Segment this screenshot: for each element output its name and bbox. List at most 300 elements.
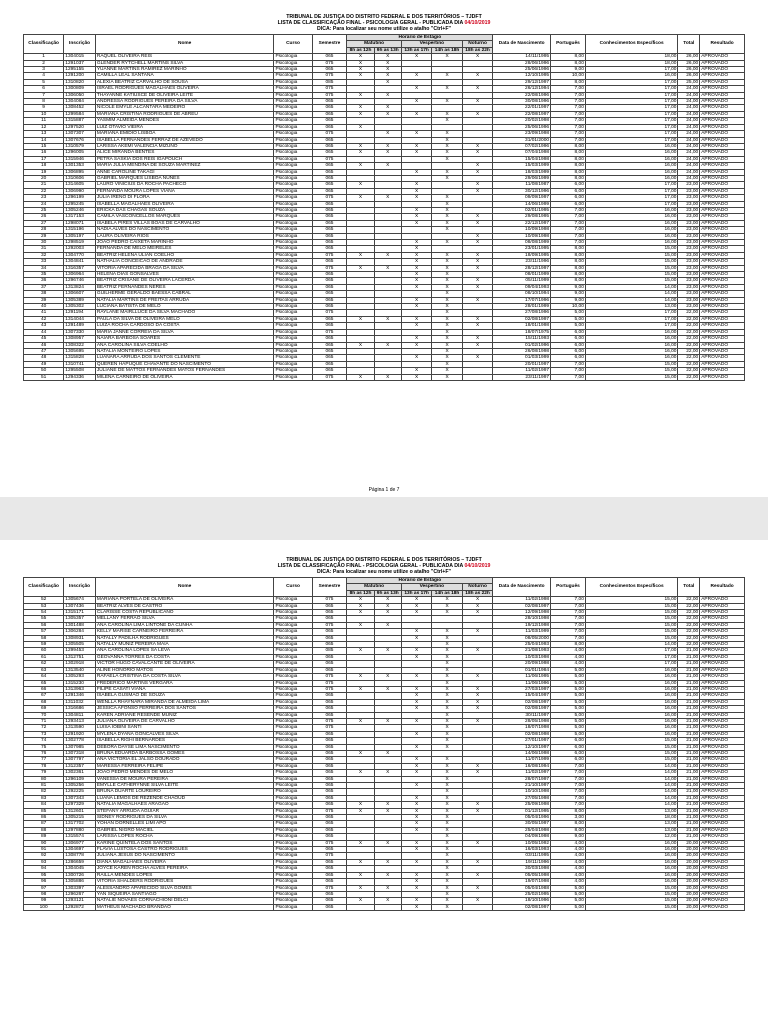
cell-conhecimentos: 15,00 bbox=[585, 885, 678, 891]
cell-slot-3: X bbox=[401, 169, 431, 175]
cell-nome: MARIANA CRISTINA RODRIGUES DE ABREU bbox=[95, 111, 274, 117]
cell-slot-1: X bbox=[347, 374, 374, 380]
cell-slot-4: X bbox=[432, 603, 462, 609]
cell-total: 22,00 bbox=[678, 361, 700, 367]
cell-nome: CLARISSE COSTA REPUBLICANO bbox=[95, 610, 274, 616]
cell-slot-4: X bbox=[432, 879, 462, 885]
cell-slot-4: X bbox=[432, 674, 462, 680]
cell-nascimento: 15/04/1998 bbox=[493, 156, 551, 162]
cell-slot-1: X bbox=[347, 885, 374, 891]
header-tip: DICA: Para localizar seu nome utilize o atalho "Ctrl+F" bbox=[317, 569, 451, 575]
cell-total: 21,00 bbox=[678, 783, 700, 789]
cell-nome: MATHEUS MACHADO BRANDAO bbox=[95, 904, 274, 910]
cell-total: 24,00 bbox=[678, 111, 700, 117]
cell-conhecimentos: 17,00 bbox=[585, 201, 678, 207]
cell-nascimento: 20/01/1997 bbox=[493, 361, 551, 367]
cell-total: 23,00 bbox=[678, 188, 700, 194]
cell-semestre: 075 bbox=[312, 60, 347, 66]
cell-slot-4: X bbox=[432, 802, 462, 808]
cell-slot-3: X bbox=[401, 355, 431, 361]
classification-table bbox=[23, 34, 745, 381]
col-horario: Horário de Estágio bbox=[347, 578, 493, 584]
cell-portugues: 4,00 bbox=[551, 840, 586, 846]
cell-nascimento: 19/07/1998 bbox=[493, 879, 551, 885]
page-gap bbox=[0, 497, 768, 540]
cell-nascimento: 16/03/1993 bbox=[493, 847, 551, 853]
cell-inscricao: 1304045 bbox=[64, 866, 96, 872]
cell-slot-3: X bbox=[401, 131, 431, 137]
cell-classificacao: 25 bbox=[24, 207, 64, 213]
cell-portugues: 5,00 bbox=[551, 712, 586, 718]
cell-nome: BRUNA EDUARDA BARBOSSA GOMES bbox=[95, 750, 274, 756]
cell-conhecimentos: 17,00 bbox=[585, 195, 678, 201]
cell-portugues: 9,00 bbox=[551, 834, 586, 840]
cell-semestre: 065 bbox=[312, 137, 347, 143]
cell-curso: Psicologia bbox=[274, 802, 312, 808]
cell-slot-4: X bbox=[432, 278, 462, 284]
table-header bbox=[24, 578, 745, 597]
cell-slot-3: X bbox=[401, 674, 431, 680]
cell-curso: Psicologia bbox=[274, 297, 312, 303]
cell-curso: Psicologia bbox=[274, 827, 312, 833]
cell-semestre: 065 bbox=[312, 712, 347, 718]
cell-slot-4: X bbox=[432, 175, 462, 181]
cell-nascimento: 29/08/1995 bbox=[493, 214, 551, 220]
cell-slot-4: X bbox=[432, 712, 462, 718]
cell-portugues: 8,00 bbox=[551, 175, 586, 181]
cell-nome: GABRIEL NIGRO MACIEL bbox=[95, 827, 274, 833]
cell-conhecimentos: 15,00 bbox=[585, 246, 678, 252]
cell-classificacao: 68 bbox=[24, 699, 64, 705]
cell-slot-2: X bbox=[374, 92, 401, 98]
cell-nascimento: 09/09/1997 bbox=[493, 195, 551, 201]
col-slot-2: 9h as 13h bbox=[374, 590, 401, 596]
cell-total: 22,00 bbox=[678, 603, 700, 609]
cell-nascimento: 02/08/1997 bbox=[493, 603, 551, 609]
cell-conhecimentos: 15,00 bbox=[585, 265, 678, 271]
cell-conhecimentos: 17,00 bbox=[585, 105, 678, 111]
cell-inscricao: 1306977 bbox=[64, 840, 96, 846]
cell-portugues: 7,00 bbox=[551, 622, 586, 628]
cell-inscricao: 1305674 bbox=[64, 597, 96, 603]
cell-classificacao: 77 bbox=[24, 757, 64, 763]
cell-resultado: APROVADO bbox=[700, 252, 745, 258]
cell-total: 23,00 bbox=[678, 227, 700, 233]
cell-total: 24,00 bbox=[678, 131, 700, 137]
cell-classificacao: 98 bbox=[24, 891, 64, 897]
cell-resultado: APROVADO bbox=[700, 891, 745, 897]
cell-slot-5: X bbox=[462, 240, 493, 246]
cell-semestre: 075 bbox=[312, 92, 347, 98]
cell-resultado: APROVADO bbox=[700, 815, 745, 821]
cell-resultado: APROVADO bbox=[700, 693, 745, 699]
cell-resultado: APROVADO bbox=[700, 686, 745, 692]
cell-slot-3: X bbox=[401, 220, 431, 226]
cell-conhecimentos: 16,00 bbox=[585, 336, 678, 342]
cell-resultado: APROVADO bbox=[700, 54, 745, 60]
cell-resultado: APROVADO bbox=[700, 763, 745, 769]
cell-slot-4: X bbox=[432, 667, 462, 673]
cell-nome: GLENDER RYTCHELL MARTINS SILVA bbox=[95, 60, 274, 66]
cell-inscricao: 1307797 bbox=[64, 757, 96, 763]
cell-semestre: 065 bbox=[312, 342, 347, 348]
cell-inscricao: 1306990 bbox=[64, 188, 96, 194]
cell-semestre: 065 bbox=[312, 891, 347, 897]
cell-slot-2: X bbox=[374, 150, 401, 156]
cell-conhecimentos: 17,00 bbox=[585, 92, 678, 98]
cell-portugues: 5,00 bbox=[551, 706, 586, 712]
cell-conhecimentos: 17,00 bbox=[585, 67, 678, 73]
cell-semestre: 065 bbox=[312, 233, 347, 239]
cell-inscricao: 1295155 bbox=[64, 67, 96, 73]
cell-classificacao: 30 bbox=[24, 240, 64, 246]
cell-nascimento: 29/12/1997 bbox=[493, 79, 551, 85]
cell-nascimento: 02/08/1997 bbox=[493, 316, 551, 322]
cell-resultado: APROVADO bbox=[700, 291, 745, 297]
cell-portugues: 9,00 bbox=[551, 297, 586, 303]
cell-semestre: 085 bbox=[312, 648, 347, 654]
cell-curso: Psicologia bbox=[274, 763, 312, 769]
cell-nome: YUANNE MARTINS RAMIREZ MARINHO bbox=[95, 67, 274, 73]
cell-conhecimentos: 15,00 bbox=[585, 898, 678, 904]
col-matutino: Matutino bbox=[347, 584, 401, 590]
cell-portugues: 7,00 bbox=[551, 124, 586, 130]
cell-resultado: APROVADO bbox=[700, 118, 745, 124]
cell-curso: Psicologia bbox=[274, 291, 312, 297]
cell-slot-3: X bbox=[401, 597, 431, 603]
cell-portugues: 7,00 bbox=[551, 227, 586, 233]
cell-semestre: 065 bbox=[312, 879, 347, 885]
cell-nome: LUIZA ROCHA CARDOSO DA COSTA bbox=[95, 323, 274, 329]
cell-inscricao: 1300809 bbox=[64, 86, 96, 92]
cell-resultado: APROVADO bbox=[700, 284, 745, 290]
cell-portugues: 4,00 bbox=[551, 654, 586, 660]
cell-nascimento: 05/04/1996 bbox=[493, 815, 551, 821]
cell-total: 22,00 bbox=[678, 629, 700, 635]
cell-slot-3: X bbox=[401, 757, 431, 763]
cell-inscricao: 1312357 bbox=[64, 763, 96, 769]
cell-slot-4: X bbox=[432, 898, 462, 904]
cell-semestre: 065 bbox=[312, 904, 347, 910]
cell-inscricao: 1296746 bbox=[64, 278, 96, 284]
col-noturno: Noturno bbox=[462, 41, 493, 47]
cell-nome: YASMIM ALMEIDA MENDES bbox=[95, 118, 274, 124]
cell-nome: ALEXIA BEATRIZ CARVALHO DE SOUSA bbox=[95, 79, 274, 85]
cell-conhecimentos: 16,00 bbox=[585, 853, 678, 859]
cell-portugues: 7,00 bbox=[551, 207, 586, 213]
cell-total: 22,00 bbox=[678, 616, 700, 622]
cell-resultado: APROVADO bbox=[700, 629, 745, 635]
cell-conhecimentos: 16,00 bbox=[585, 150, 678, 156]
cell-curso: Psicologia bbox=[274, 834, 312, 840]
cell-classificacao: 57 bbox=[24, 629, 64, 635]
cell-nome: LAURA OLIVEIRA RIOS bbox=[95, 233, 274, 239]
cell-portugues: 7,00 bbox=[551, 233, 586, 239]
cell-nascimento: 05/05/1998 bbox=[493, 872, 551, 878]
cell-total: 22,00 bbox=[678, 336, 700, 342]
cell-classificacao: 47 bbox=[24, 348, 64, 354]
cell-classificacao: 51 bbox=[24, 374, 64, 380]
cell-curso: Psicologia bbox=[274, 355, 312, 361]
table-body bbox=[24, 54, 745, 381]
cell-nascimento: 25/04/1993 bbox=[493, 642, 551, 648]
cell-nascimento: 11/06/1996 bbox=[493, 680, 551, 686]
cell-conhecimentos: 17,00 bbox=[585, 131, 678, 137]
cell-total: 22,00 bbox=[678, 610, 700, 616]
cell-curso: Psicologia bbox=[274, 310, 312, 316]
cell-resultado: APROVADO bbox=[700, 316, 745, 322]
cell-slot-3: X bbox=[401, 246, 431, 252]
cell-conhecimentos: 13,00 bbox=[585, 304, 678, 310]
cell-slot-5: X bbox=[462, 54, 493, 60]
cell-nome: NATALIA MAGALHAES ARAGAO bbox=[95, 802, 274, 808]
cell-classificacao: 72 bbox=[24, 725, 64, 731]
cell-classificacao: 93 bbox=[24, 859, 64, 865]
cell-slot-4: X bbox=[432, 770, 462, 776]
cell-semestre: 065 bbox=[312, 336, 347, 342]
cell-classificacao: 33 bbox=[24, 259, 64, 265]
cell-nascimento: 30/08/1996 bbox=[493, 99, 551, 105]
cell-total: 23,00 bbox=[678, 214, 700, 220]
cell-resultado: APROVADO bbox=[700, 79, 745, 85]
cell-portugues: 7,00 bbox=[551, 111, 586, 117]
cell-inscricao: 1307985 bbox=[64, 744, 96, 750]
cell-classificacao: 92 bbox=[24, 853, 64, 859]
cell-slot-3: X bbox=[401, 763, 431, 769]
cell-slot-3: X bbox=[401, 182, 431, 188]
cell-inscricao: 1313590 bbox=[64, 725, 96, 731]
cell-total: 22,00 bbox=[678, 355, 700, 361]
cell-slot-5 bbox=[462, 904, 493, 910]
cell-curso: Psicologia bbox=[274, 629, 312, 635]
cell-classificacao: 20 bbox=[24, 175, 64, 181]
cell-slot-5: X bbox=[462, 808, 493, 814]
cell-resultado: APROVADO bbox=[700, 361, 745, 367]
cell-nascimento: 28/07/1997 bbox=[493, 776, 551, 782]
cell-total: 20,00 bbox=[678, 866, 700, 872]
cell-total: 20,00 bbox=[678, 859, 700, 865]
cell-slot-1: X bbox=[347, 718, 374, 724]
cell-conhecimentos: 16,00 bbox=[585, 156, 678, 162]
cell-slot-4: X bbox=[432, 795, 462, 801]
cell-nome: FREDERICO MARTINS VERGARA bbox=[95, 680, 274, 686]
cell-nascimento: 28/05/1998 bbox=[493, 718, 551, 724]
cell-resultado: APROVADO bbox=[700, 329, 745, 335]
cell-semestre: 065 bbox=[312, 661, 347, 667]
cell-slot-4: X bbox=[432, 610, 462, 616]
cell-total: 21,00 bbox=[678, 770, 700, 776]
cell-portugues: 4,00 bbox=[551, 847, 586, 853]
cell-slot-2: X bbox=[374, 840, 401, 846]
cell-slot-1: X bbox=[347, 750, 374, 756]
cell-total: 21,00 bbox=[678, 815, 700, 821]
cell-inscricao: 1302778 bbox=[64, 738, 96, 744]
cell-conhecimentos: 17,00 bbox=[585, 124, 678, 130]
cell-semestre: 065 bbox=[312, 111, 347, 117]
cell-conhecimentos: 14,00 bbox=[585, 763, 678, 769]
cell-portugues: 7,00 bbox=[551, 789, 586, 795]
cell-semestre: 065 bbox=[312, 175, 347, 181]
cell-curso: Psicologia bbox=[274, 233, 312, 239]
cell-nome: FLAVIA LUSTOSA CASTRO RODRIGUES bbox=[95, 847, 274, 853]
cell-inscricao: 1313963 bbox=[64, 686, 96, 692]
cell-slot-1: X bbox=[347, 802, 374, 808]
cell-curso: Psicologia bbox=[274, 118, 312, 124]
cell-semestre: 075 bbox=[312, 725, 347, 731]
cell-resultado: APROVADO bbox=[700, 214, 745, 220]
cell-curso: Psicologia bbox=[274, 853, 312, 859]
cell-curso: Psicologia bbox=[274, 610, 312, 616]
cell-nome: CAMILLA LEAL SANTANA bbox=[95, 73, 274, 79]
cell-resultado: APROVADO bbox=[700, 374, 745, 380]
cell-semestre: 065 bbox=[312, 259, 347, 265]
cell-curso: Psicologia bbox=[274, 725, 312, 731]
cell-slot-2: X bbox=[374, 60, 401, 66]
cell-resultado: APROVADO bbox=[700, 233, 745, 239]
cell-nome: VITORIA APARECIDA BRAGA DA SILVA bbox=[95, 265, 274, 271]
cell-classificacao: 8 bbox=[24, 99, 64, 105]
cell-nome: GEOVANNA TORRES DA COSTA bbox=[95, 654, 274, 660]
cell-slot-4: X bbox=[432, 361, 462, 367]
cell-slot-2: X bbox=[374, 111, 401, 117]
cell-slot-4: X bbox=[432, 866, 462, 872]
cell-nome: YOHAN DORNELLES LIMI APO bbox=[95, 821, 274, 827]
cell-inscricao: 1307436 bbox=[64, 603, 96, 609]
cell-classificacao: 41 bbox=[24, 310, 64, 316]
cell-curso: Psicologia bbox=[274, 227, 312, 233]
cell-slot-4: X bbox=[432, 859, 462, 865]
cell-total: 23,00 bbox=[678, 252, 700, 258]
cell-total: 22,00 bbox=[678, 329, 700, 335]
cell-classificacao: 79 bbox=[24, 770, 64, 776]
cell-curso: Psicologia bbox=[274, 904, 312, 910]
cell-nascimento: 30/11/1997 bbox=[493, 712, 551, 718]
cell-nascimento: 21/08/1993 bbox=[493, 648, 551, 654]
cell-semestre: 065 bbox=[312, 795, 347, 801]
cell-curso: Psicologia bbox=[274, 891, 312, 897]
cell-inscricao: 1292003 bbox=[64, 246, 96, 252]
cell-slot-1: X bbox=[347, 67, 374, 73]
cell-nascimento: 25/04/1998 bbox=[493, 827, 551, 833]
cell-slot-1: X bbox=[347, 872, 374, 878]
cell-portugues: 6,00 bbox=[551, 329, 586, 335]
cell-portugues: 8,00 bbox=[551, 169, 586, 175]
cell-curso: Psicologia bbox=[274, 60, 312, 66]
cell-slot-5: X bbox=[462, 693, 493, 699]
cell-classificacao: 75 bbox=[24, 744, 64, 750]
cell-slot-2: X bbox=[374, 265, 401, 271]
col-inscricao: Inscrição bbox=[64, 578, 96, 597]
cell-slot-4: X bbox=[432, 137, 462, 143]
cell-slot-5: X bbox=[462, 163, 493, 169]
cell-semestre: 065 bbox=[312, 642, 347, 648]
cell-slot-5: X bbox=[462, 770, 493, 776]
cell-conhecimentos: 15,00 bbox=[585, 891, 678, 897]
cell-inscricao: 1305389 bbox=[64, 297, 96, 303]
cell-slot-5: X bbox=[462, 706, 493, 712]
cell-resultado: APROVADO bbox=[700, 840, 745, 846]
cell-nome: RAQUEL OLIVEIRA REIS bbox=[95, 54, 274, 60]
cell-classificacao: 90 bbox=[24, 840, 64, 846]
cell-curso: Psicologia bbox=[274, 603, 312, 609]
cell-nome: LUCIANA BATISTA DE MELO bbox=[95, 304, 274, 310]
col-classificacao: Classificação bbox=[24, 35, 64, 54]
col-nome: Nome bbox=[95, 578, 274, 597]
cell-resultado: APROVADO bbox=[700, 355, 745, 361]
cell-slot-4: X bbox=[432, 220, 462, 226]
cell-conhecimentos: 16,00 bbox=[585, 712, 678, 718]
cell-portugues: 8,00 bbox=[551, 821, 586, 827]
cell-portugues: 4,00 bbox=[551, 648, 586, 654]
cell-semestre: 065 bbox=[312, 143, 347, 149]
cell-resultado: APROVADO bbox=[700, 67, 745, 73]
cell-total: 23,00 bbox=[678, 246, 700, 252]
cell-classificacao: 22 bbox=[24, 188, 64, 194]
cell-slot-4: X bbox=[432, 73, 462, 79]
cell-conhecimentos: 16,00 bbox=[585, 169, 678, 175]
cell-classificacao: 27 bbox=[24, 220, 64, 226]
cell-slot-3: X bbox=[401, 815, 431, 821]
cell-slot-5: X bbox=[462, 718, 493, 724]
cell-nome: ANA VICTORIA EL JALSO DOURADO bbox=[95, 757, 274, 763]
cell-inscricao: 1305886 bbox=[64, 879, 96, 885]
cell-nome: ANDRESSA RODRIGUES PEREIRA DA SILVA bbox=[95, 99, 274, 105]
cell-curso: Psicologia bbox=[274, 214, 312, 220]
cell-semestre: 065 bbox=[312, 635, 347, 641]
cell-total: 26,00 bbox=[678, 54, 700, 60]
cell-nome: WENLLA RHAYNARA MIRANDA DE ALMEIDA LIMA bbox=[95, 699, 274, 705]
cell-resultado: APROVADO bbox=[700, 821, 745, 827]
cell-conhecimentos: 16,00 bbox=[585, 859, 678, 865]
cell-conhecimentos: 14,00 bbox=[585, 789, 678, 795]
cell-slot-4: X bbox=[432, 686, 462, 692]
cell-total: 23,00 bbox=[678, 207, 700, 213]
classification-table bbox=[23, 577, 745, 911]
cell-slot-4: X bbox=[432, 891, 462, 897]
cell-inscricao: 1296005 bbox=[64, 150, 96, 156]
cell-slot-5: X bbox=[462, 342, 493, 348]
cell-slot-3: X bbox=[401, 207, 431, 213]
header-subtitle: LISTA DE CLASSIFICAÇÃO FINAL - PSICOLOGIA GERAL - PUBLICADA DIA 04/10/2019 bbox=[277, 20, 491, 26]
cell-semestre: 065 bbox=[312, 201, 347, 207]
cell-inscricao: 1315574 bbox=[64, 834, 96, 840]
cell-inscricao: 1311032 bbox=[64, 699, 96, 705]
cell-resultado: APROVADO bbox=[700, 699, 745, 705]
cell-slot-2: X bbox=[374, 859, 401, 865]
cell-nome: LUANA LEMOS DE REZENDE CHAOUD bbox=[95, 795, 274, 801]
cell-inscricao: 1313540 bbox=[64, 667, 96, 673]
cell-resultado: APROVADO bbox=[700, 323, 745, 329]
cell-nome: KARINE QUINTELA DOS SANTOS bbox=[95, 840, 274, 846]
cell-slot-1: X bbox=[347, 73, 374, 79]
cell-portugues: 8,00 bbox=[551, 54, 586, 60]
cell-semestre: 065 bbox=[312, 750, 347, 756]
cell-inscricao: 1291037 bbox=[64, 60, 96, 66]
cell-slot-4: X bbox=[432, 259, 462, 265]
cell-resultado: APROVADO bbox=[700, 304, 745, 310]
cell-semestre: 065 bbox=[312, 667, 347, 673]
cell-nascimento: 15/03/1999 bbox=[493, 163, 551, 169]
cell-nome: LARISSA LOPES ROCHA bbox=[95, 834, 274, 840]
cell-total: 23,00 bbox=[678, 272, 700, 278]
cell-slot-3: X bbox=[401, 770, 431, 776]
cell-curso: Psicologia bbox=[274, 316, 312, 322]
cell-slot-3: X bbox=[401, 304, 431, 310]
cell-conhecimentos: 16,00 bbox=[585, 847, 678, 853]
cell-inscricao: 1297520 bbox=[64, 124, 96, 130]
cell-inscricao: 1291200 bbox=[64, 73, 96, 79]
cell-nome: RAILLA MENDES LOPES bbox=[95, 872, 274, 878]
